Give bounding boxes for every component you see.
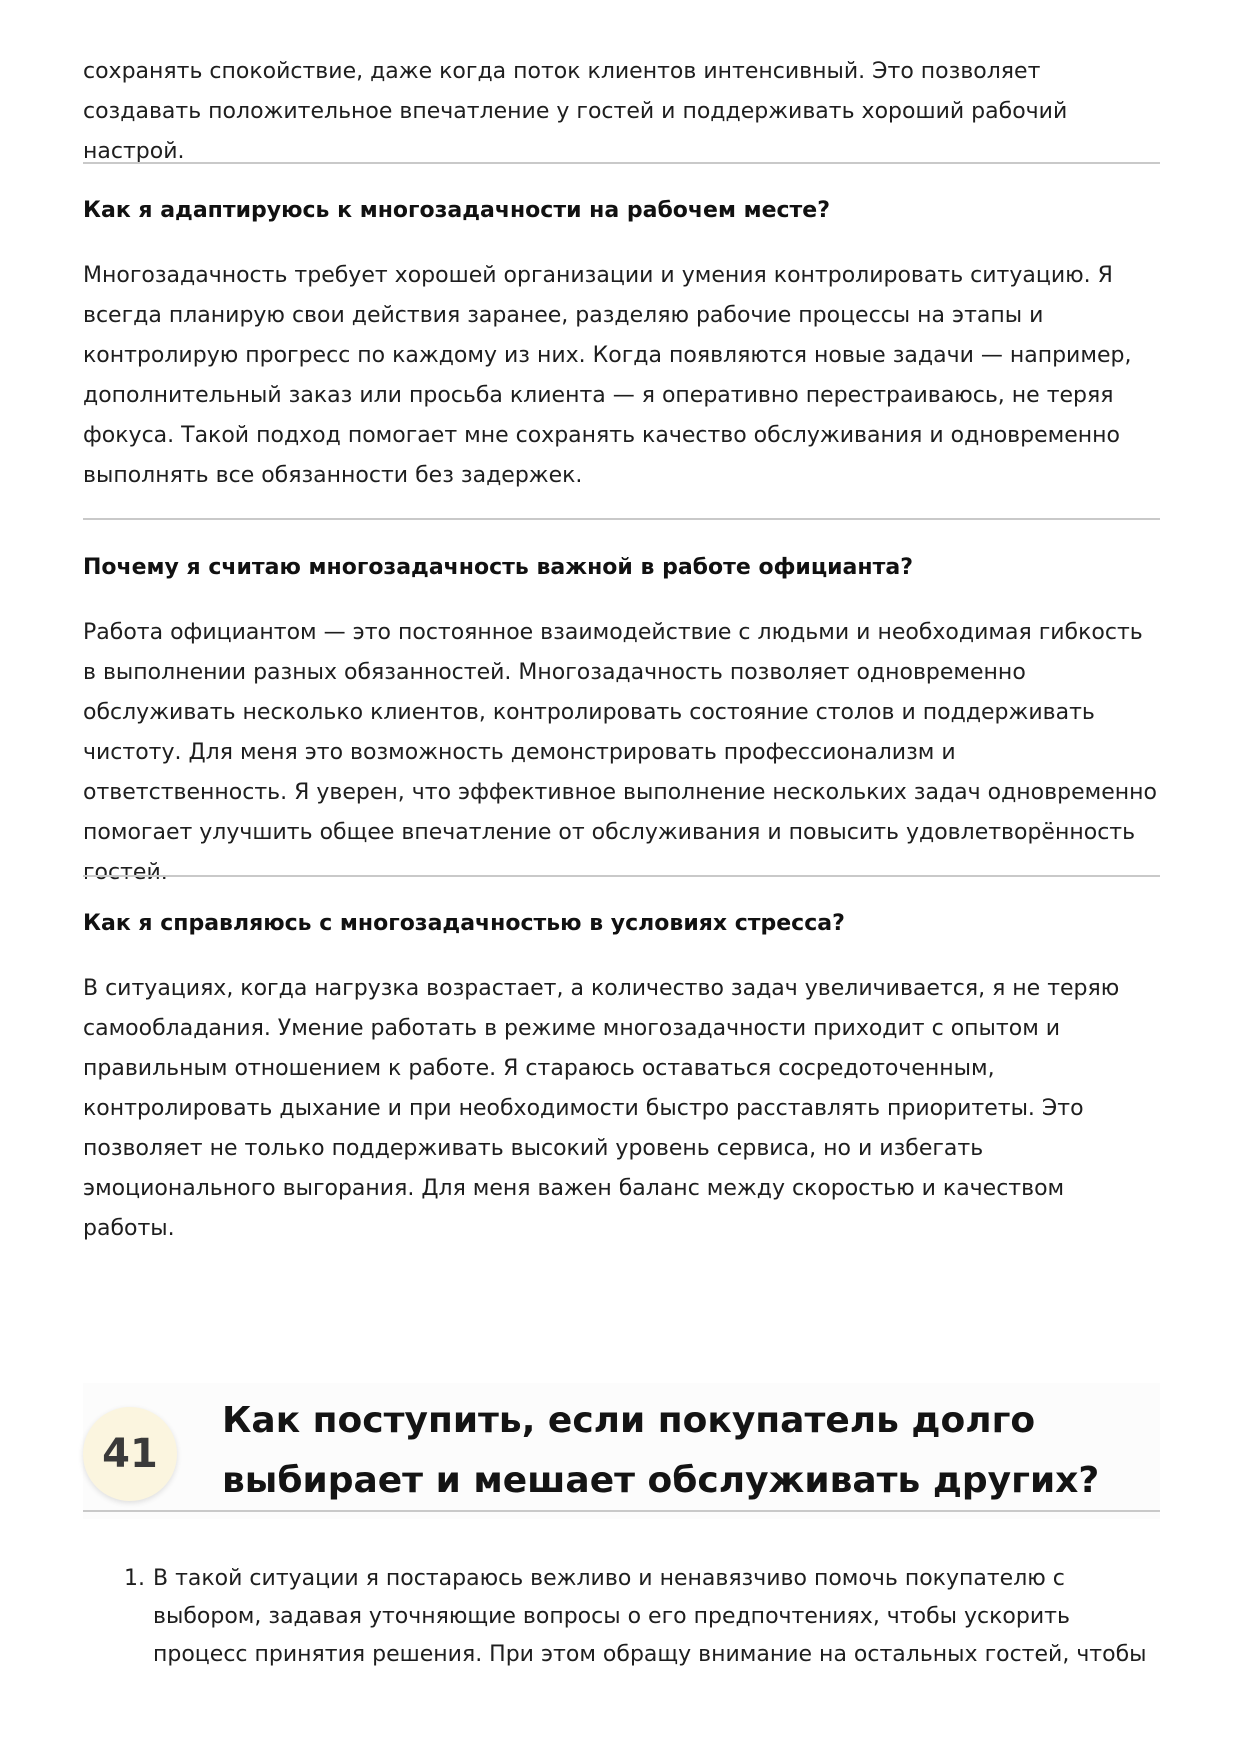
- question-heading: Как я справляюсь с многозадачностью в условиях стресса?: [83, 911, 845, 936]
- section-divider: [83, 1510, 1160, 1512]
- section-number-badge: 41: [83, 1407, 177, 1501]
- divider: [83, 518, 1160, 520]
- intro-paragraph: сохранять спокойствие, даже когда поток клиентов интенсивный. Это позволяет создавать положительное впечатление у гостей и поддерживать хороший рабочий настрой.: [83, 59, 1068, 164]
- answer-paragraph: Многозадачность требует хорошей организации и умения контролировать ситуацию. Я всегда планирую свои действия заранее, разделяю рабочие процессы на этапы и контролирую прогресс по каждому из них. Когда появляются новые задачи — например, дополнительный заказ или просьба клиента — я оперативно перестраиваюсь, не теряя фокуса. Такой подход помогает мне сохранять качество обслуживания и одновременно выполнять все обязанности без задержек.: [83, 263, 1132, 488]
- divider: [83, 162, 1160, 164]
- list-item: [83, 1560, 1160, 1674]
- question-heading: Почему я считаю многозадачность важной в работе официанта?: [83, 555, 913, 580]
- answer-list: [83, 1560, 1160, 1674]
- answer-paragraph: Работа официантом — это постоянное взаимодействие с людьми и необходимая гибкость в выполнении разных обязанностей. Многозадачность позволяет одновременно обслуживать несколько клиентов, контролировать состояние столов и поддерживать чистоту. Для меня это возможность демонстрировать профессионализм и ответственность. Я уверен, что эффективное выполнение нескольких задач одновременно помогает улучшить общее впечатление от обслуживания и повысить удовлетворённость гостей.: [83, 620, 1157, 885]
- divider: [83, 875, 1160, 877]
- answer-paragraph: В ситуациях, когда нагрузка возрастает, а количество задач увеличивается, я не теряю самообладания. Умение работать в режиме многозадачности приходит с опытом и правильным отношением к работе. Я стараюсь оставаться сосредоточенным, контролировать дыхание и при необходимости быстро расставлять приоритеты. Это позволяет не только поддерживать высокий уровень сервиса, но и избегать эмоционального выгорания. Для меня важен баланс между скоростью и качеством работы.: [83, 976, 1120, 1241]
- question-heading: Как я адаптируюсь к многозадачности на рабочем месте?: [83, 198, 830, 223]
- section-title: Как поступить, если покупатель долго выбирает и мешает обслуживать других?: [222, 1400, 1100, 1501]
- section-header: [83, 1383, 1160, 1519]
- list-item-text: В такой ситуации я постараюсь вежливо и ненавязчиво помочь покупателю с выбором, задавая уточняющие вопросы о его предпочтениях, чтобы ускорить процесс принятия решения. При этом обращу внимание на остальных гостей, чтобы: [153, 1566, 1147, 1667]
- list-item-number: 1.: [124, 1566, 145, 1591]
